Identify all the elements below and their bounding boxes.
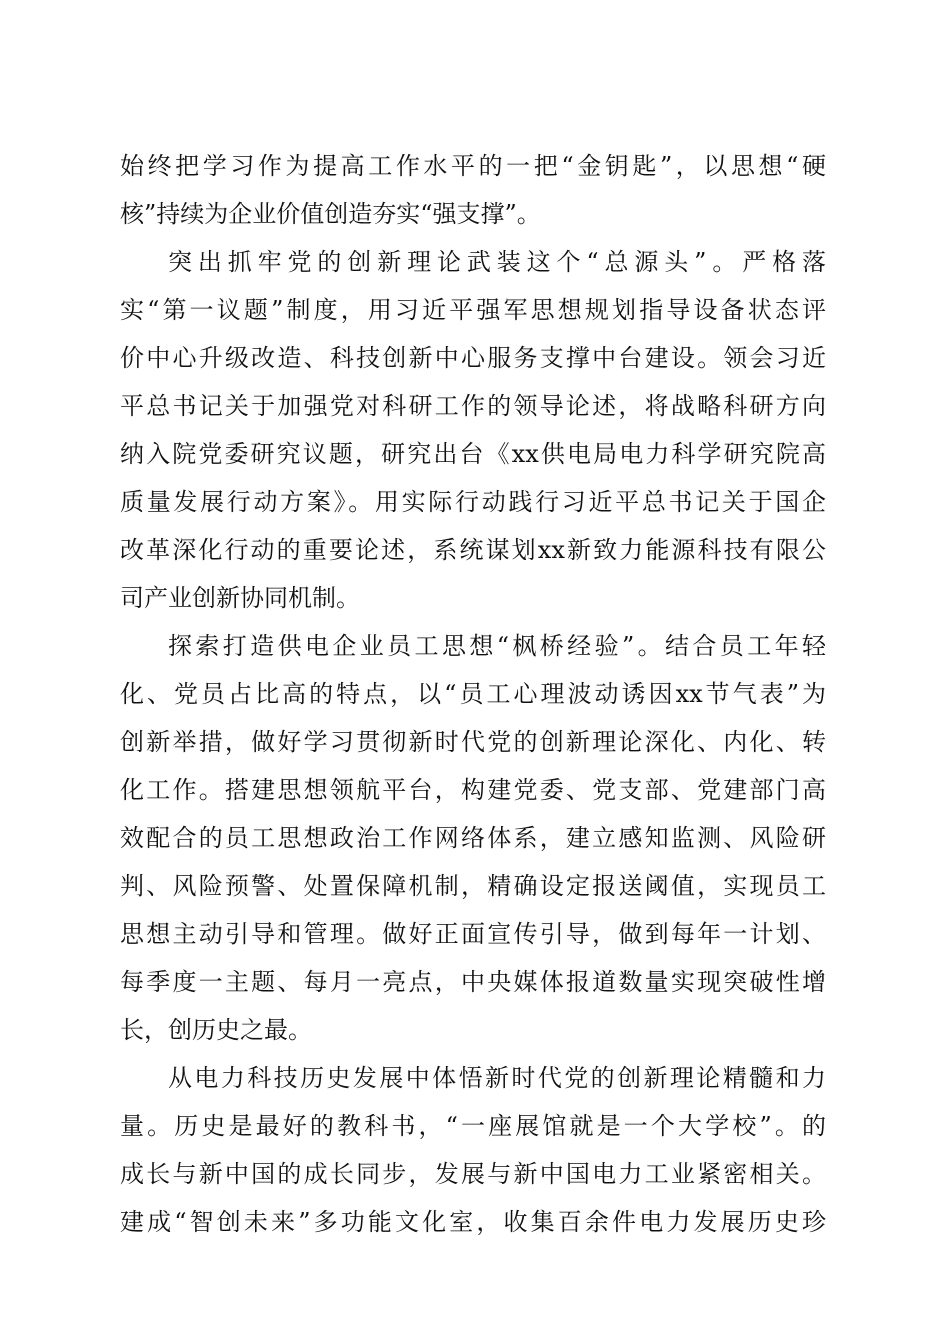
- text-line: 每季度一主题、每月一亮点，中央媒体报道数量实现突破性增: [120, 968, 826, 996]
- text-line: 司产业创新协同机制。: [120, 584, 360, 612]
- text-line: 核”持续为企业价值创造夯实“强支撑”。: [120, 200, 541, 228]
- text-line: 思想主动引导和管理。做好正面宣传引导，做到每年一计划、: [120, 920, 826, 948]
- text-line: 质量发展行动方案》。用实际行动践行习近平总书记关于国企: [120, 488, 826, 516]
- text-line: 判、风险预警、处置保障机制，精确设定报送阈值，实现员工: [120, 872, 826, 900]
- paragraph-3: [120, 622, 826, 1054]
- text-line: 长，创历史之最。: [120, 1016, 312, 1044]
- text-line: 化工作。搭建思想领航平台，构建党委、党支部、党建部门高: [120, 776, 826, 804]
- paragraph-1: [120, 142, 826, 238]
- text-line: 从电力科技历史发展中体悟新时代党的创新理论精髓和力: [168, 1064, 826, 1092]
- text-line: 化、党员占比高的特点，以“员工心理波动诱因xx节气表”为: [120, 680, 826, 708]
- text-line: 创新举措，做好学习贯彻新时代党的创新理论深化、内化、转: [120, 728, 826, 756]
- text-line: 始终把学习作为提高工作水平的一把“金钥匙”，以思想“硬: [120, 152, 826, 180]
- text-line: 量。历史是最好的教科书，“一座展馆就是一个大学校”。的: [120, 1112, 826, 1140]
- text-line: 实“第一议题”制度，用习近平强军思想规划指导设备状态评: [120, 296, 826, 324]
- paragraph-2: [120, 238, 826, 622]
- text-line: 突出抓牢党的创新理论武装这个“总源头”。严格落: [168, 248, 826, 276]
- document-body: [120, 142, 826, 1246]
- text-line: 建成“智创未来”多功能文化室，收集百余件电力发展历史珍: [120, 1208, 826, 1236]
- text-line: 成长与新中国的成长同步，发展与新中国电力工业紧密相关。: [120, 1160, 826, 1188]
- text-line: 纳入院党委研究议题，研究出台《xx供电局电力科学研究院高: [120, 440, 826, 468]
- text-line: 平总书记关于加强党对科研工作的领导论述，将战略科研方向: [120, 392, 826, 420]
- text-line: 效配合的员工思想政治工作网络体系，建立感知监测、风险研: [120, 824, 826, 852]
- text-line: 价中心升级改造、科技创新中心服务支撑中台建设。领会习近: [120, 344, 826, 372]
- paragraph-4: [120, 1054, 826, 1246]
- text-line: 改革深化行动的重要论述，系统谋划xx新致力能源科技有限公: [120, 536, 826, 564]
- text-line: 探索打造供电企业员工思想“枫桥经验”。结合员工年轻: [168, 632, 826, 660]
